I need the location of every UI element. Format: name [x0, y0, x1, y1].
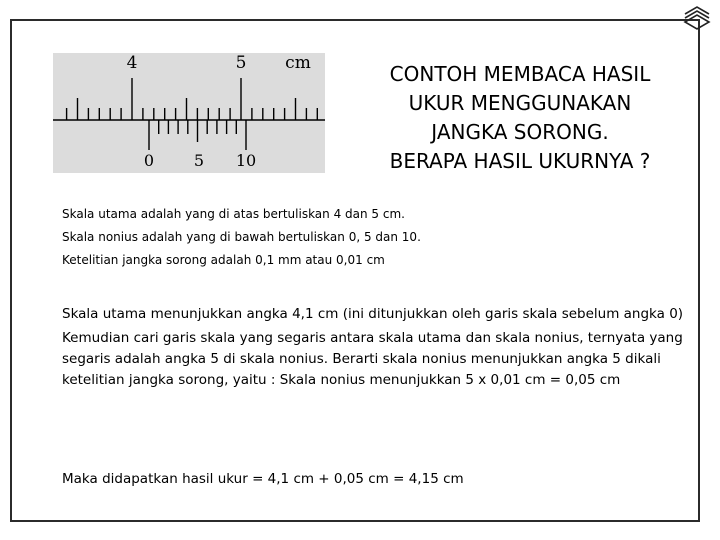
explanation-block: [62, 304, 687, 394]
definition-line: Skala utama adalah yang di atas bertuliskan 4 dan 5 cm.: [62, 207, 405, 221]
result-line: Maka didapatkan hasil ukur = 4,1 cm + 0,05 cm = 4,15 cm: [62, 471, 464, 487]
explanation-paragraph: Kemudian cari garis skala yang segaris antara skala utama dan skala nonius, ternyata yang segaris adalah angka 5 di skala nonius. Berarti skala nonius menunjukkan angka 5 dikali ketelitian jangka sorong, yaitu : Skala nonius menunjukkan 5 x 0,01 cm = 0,05 cm: [62, 330, 683, 388]
title-line: UKUR MENGGUNAKAN: [408, 91, 632, 115]
vernier-caliper-diagram: [53, 53, 325, 173]
unit-label: cm: [285, 53, 311, 73]
slide-title: [350, 60, 690, 176]
vernier-label-10: 10: [235, 151, 257, 170]
title-line: JANGKA SORONG.: [431, 120, 609, 144]
definition-line: Skala nonius adalah yang di bawah bertuliskan 0, 5 dan 10.: [62, 230, 421, 244]
definition-line: Ketelitian jangka sorong adalah 0,1 mm atau 0,01 cm: [62, 253, 385, 267]
main-scale-label-4: 4: [126, 53, 138, 73]
title-line: CONTOH MEMBACA HASIL: [389, 62, 651, 86]
main-scale-label-5: 5: [235, 53, 247, 73]
stack-logo-icon: [682, 6, 712, 32]
vernier-label-5: 5: [193, 151, 205, 170]
vernier-label-0: 0: [143, 151, 155, 170]
title-line: BERAPA HASIL UKURNYA ?: [389, 149, 651, 173]
explanation-paragraph: Skala utama menunjukkan angka 4,1 cm (ini ditunjukkan oleh garis skala sebelum angka 0): [62, 306, 684, 322]
definitions-block: [62, 203, 682, 272]
